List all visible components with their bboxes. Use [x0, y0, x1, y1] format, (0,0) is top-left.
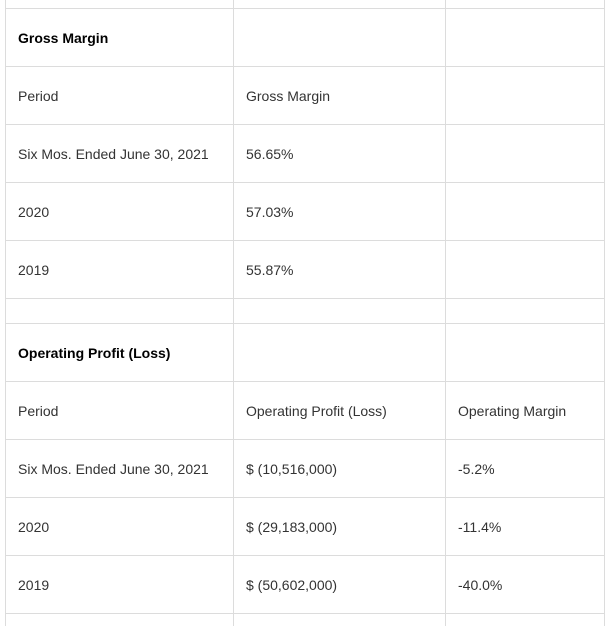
period-cell: Six Mos. Ended June 30, 2021 — [6, 440, 234, 498]
header-operating-profit: Operating Profit (Loss) — [234, 382, 446, 440]
financial-table — [5, 0, 605, 626]
table-row — [6, 125, 605, 183]
gross-margin-value: 55.87% — [234, 241, 446, 299]
table-row — [6, 183, 605, 241]
table-row-bottom-partial — [6, 614, 605, 626]
operating-profit-value: $ (50,602,000) — [234, 556, 446, 614]
table-row — [6, 556, 605, 614]
spacer-row — [6, 299, 605, 324]
header-period: Period — [6, 67, 234, 125]
table-row — [6, 241, 605, 299]
period-cell: 2019 — [6, 241, 234, 299]
operating-profit-header-row — [6, 382, 605, 440]
gross-margin-title: Gross Margin — [6, 9, 234, 67]
header-operating-margin: Operating Margin — [446, 382, 605, 440]
table-row-top-partial — [6, 0, 605, 9]
table-row — [6, 498, 605, 556]
period-cell: Six Mos. Ended June 30, 2021 — [6, 125, 234, 183]
gross-margin-title-row — [6, 9, 605, 67]
period-cell: 2020 — [6, 498, 234, 556]
operating-profit-value: $ (10,516,000) — [234, 440, 446, 498]
operating-margin-value: -5.2% — [446, 440, 605, 498]
operating-profit-title-row — [6, 324, 605, 382]
header-period: Period — [6, 382, 234, 440]
gross-margin-value: 57.03% — [234, 183, 446, 241]
period-cell: 2020 — [6, 183, 234, 241]
gross-margin-header-row — [6, 67, 605, 125]
period-cell: 2019 — [6, 556, 234, 614]
gross-margin-value: 56.65% — [234, 125, 446, 183]
operating-profit-title: Operating Profit (Loss) — [6, 324, 234, 382]
header-gross-margin: Gross Margin — [234, 67, 446, 125]
operating-margin-value: -40.0% — [446, 556, 605, 614]
table-row — [6, 440, 605, 498]
operating-profit-value: $ (29,183,000) — [234, 498, 446, 556]
operating-margin-value: -11.4% — [446, 498, 605, 556]
